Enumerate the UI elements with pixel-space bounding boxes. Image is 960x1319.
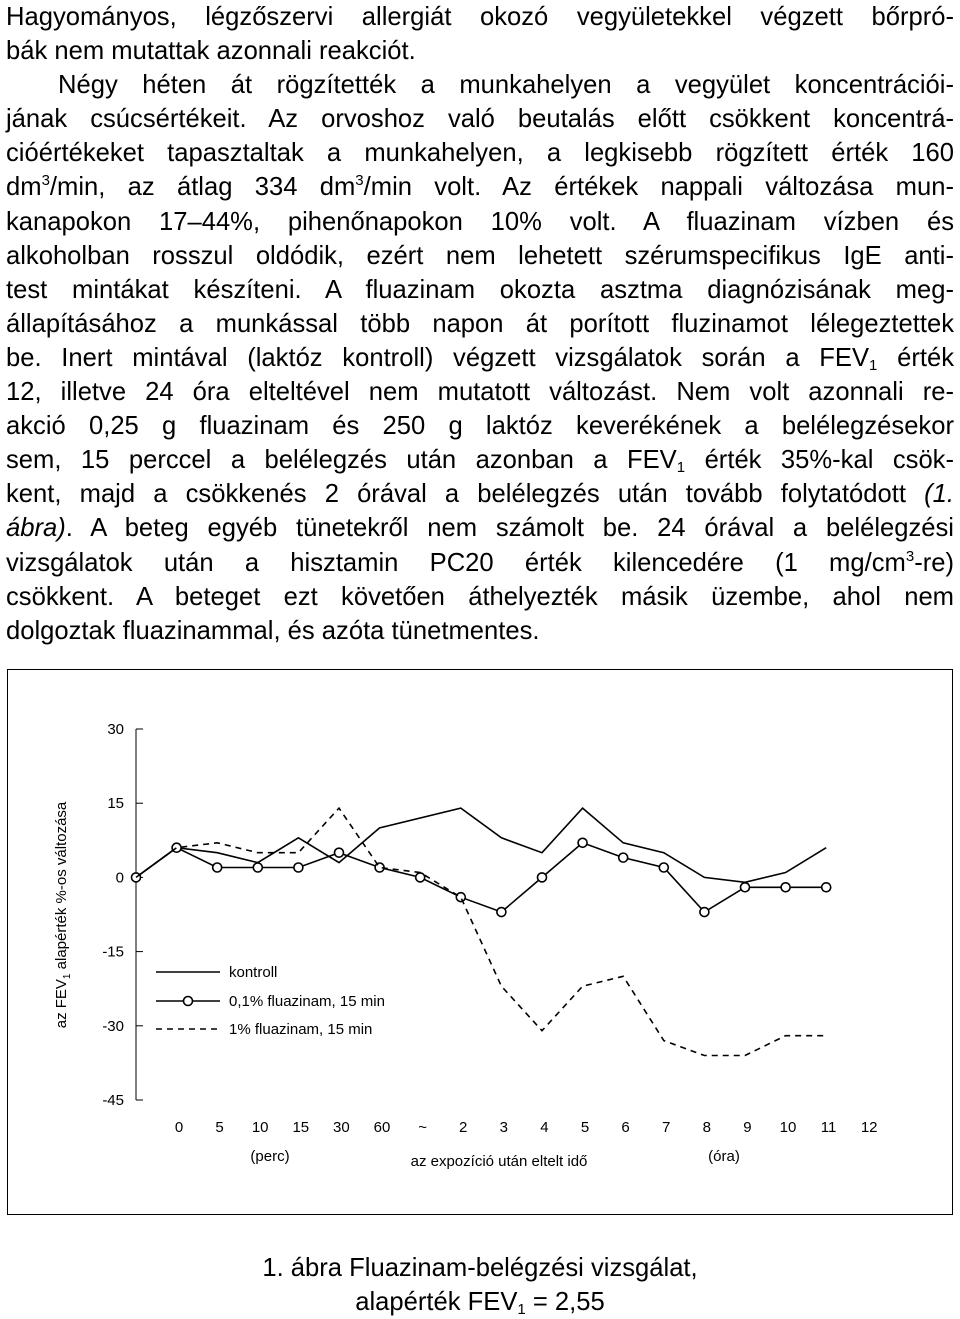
series-marker-2: [822, 883, 831, 892]
series-marker-2: [253, 863, 262, 872]
x-tick-label: 30: [333, 1119, 350, 1136]
series-marker-2: [335, 848, 344, 857]
figure-caption: [0, 1251, 960, 1319]
x-tick-label: 7: [662, 1119, 671, 1136]
x-tick-label: 60: [373, 1119, 391, 1136]
legend-label-2: 0,1% fluazinam, 15 min: [229, 993, 385, 1010]
text-line: test mintákat készíteni. A fluazinam okozta asztma diagnózisának meg-: [6, 275, 954, 304]
series-marker-2: [213, 863, 222, 872]
text-line: cióértékeket tapasztaltak a munkahelyen, a legkisebb rögzített érték 160: [6, 139, 954, 168]
x-tick-label: 0: [174, 1119, 184, 1136]
x-axis-unit-perc: (perc): [250, 1148, 290, 1165]
series-line-2: [136, 843, 826, 912]
x-tick-label: 15: [292, 1119, 310, 1136]
series-line-3: [136, 808, 826, 1055]
series-marker-2: [700, 908, 709, 917]
text-line: Hagyományos, légzőszervi allergiát okozó vegyületekkel végzett bőrpró-: [6, 3, 954, 31]
y-axis-title-main: az FEV: [53, 979, 70, 1029]
x-tick-label: ~: [418, 1119, 427, 1136]
x-tick-label: 9: [743, 1119, 752, 1136]
text-line: dolgoztak fluazinammal, és azóta tünetmentes.: [6, 616, 540, 645]
series-marker-2: [619, 853, 628, 862]
body-paragraph: [6, 0, 954, 648]
y-axis-title: [53, 801, 73, 1028]
x-tick-label: 8: [702, 1119, 711, 1136]
x-tick-label: 3: [499, 1119, 508, 1136]
text-line: Négy héten át rögzítették a munkahelyen a vegyület koncentrációi-: [58, 71, 954, 100]
text-line: kent, majd a csökkenés 2 órával a belélegzés után tovább folytatódott (1.: [6, 480, 954, 509]
x-tick-label: 2: [459, 1119, 468, 1136]
x-tick-label: 11: [820, 1119, 837, 1136]
x-axis-title: az expozíció után eltelt idő: [410, 1153, 588, 1170]
text-line: be. Inert mintával (laktóz kontroll) végzett vizsgálatok során a $FEV_1$ érték: [6, 343, 954, 374]
series-marker-2: [456, 893, 465, 902]
y-axis-title-sub: 1: [62, 973, 73, 980]
x-tick-label: 5: [215, 1119, 224, 1136]
legend-label-3: 1% fluazinam, 15 min: [229, 1021, 373, 1038]
text-line: $dm^3/\min$, az átlag 334 $dm^3/\min$ volt. Az értékek nappali változása mun-: [6, 172, 954, 202]
text-line: kanapokon 17–44%, pihenőnapokon 10% volt. A fluazinam vízben és: [6, 207, 954, 236]
x-tick-label: 6: [621, 1119, 630, 1136]
text-line: vizsgálatok után a hisztamin PC20 érték kilencedére (1 $mg/cm^3-re$): [6, 547, 954, 577]
text-line: ábra). A beteg egyéb tünetekről nem számolt be. 24 órával a belélegzési: [6, 514, 954, 543]
series-marker-2: [538, 873, 547, 882]
text-line: sem, 15 perccel a belélegzés után azonban a $FEV_1$ érték 35%-kal csök-: [6, 446, 955, 477]
series-marker-2: [741, 883, 750, 892]
text-line: jának csúcsértékeit. Az orvoshoz való beutalás előtt csökkent koncentrá-: [6, 105, 954, 134]
series-marker-2: [659, 863, 668, 872]
text-line: alkoholban rosszul oldódik, ezért nem lehetett szérumspecifikus IgE anti-: [6, 241, 954, 270]
x-tick-label: 5: [580, 1119, 590, 1136]
series-marker-2: [781, 883, 790, 892]
series-marker-2: [578, 838, 587, 847]
series-marker-2: [416, 873, 425, 882]
fev1-line-chart: [8, 670, 952, 1214]
y-axis-title-rest: alapérték %-os változása: [53, 801, 70, 974]
x-tick-label: 10: [779, 1119, 797, 1136]
series-marker-2: [294, 863, 303, 872]
text-line: akció 0,25 g fluazinam és 250 g laktóz keverékének a belélegzésekor: [6, 412, 954, 441]
x-tick-label: 12: [860, 1119, 878, 1136]
y-tick-label: 15: [107, 795, 124, 813]
y-tick-label: 30: [107, 721, 124, 738]
text-line: bák nem mutattak azonnali reakciót.: [6, 37, 416, 66]
x-axis-unit-ora: (óra): [708, 1148, 740, 1165]
y-tick-label: 0: [115, 869, 124, 887]
series-line-1: [136, 808, 826, 882]
y-tick-label: -45: [102, 1092, 124, 1109]
series-marker-2: [497, 908, 506, 917]
legend-label-1: kontroll: [229, 964, 278, 981]
caption-line-1: 1. ábra Fluazinam-belégzési vizsgálat,: [262, 1254, 698, 1282]
text-line: 12, illetve 24 óra elteltével nem mutatott változást. Nem volt azonnali re-: [6, 378, 954, 407]
x-tick-label: 10: [251, 1119, 269, 1136]
text-line: állapításához a munkással több napon át porított fluzinamot lélegeztettek: [6, 309, 954, 338]
y-tick-label: -30: [102, 1017, 124, 1035]
text-line: csökkent. A beteget ezt követően áthelyezték másik üzembe, ahol nem: [6, 582, 954, 611]
caption-line-2: alapérték $FEV_1 = 2,55$: [355, 1288, 605, 1318]
legend-marker-2: [184, 997, 193, 1006]
x-tick-label: 4: [540, 1119, 549, 1136]
chart-frame: [7, 669, 953, 1215]
y-tick-label: -15: [102, 943, 124, 961]
